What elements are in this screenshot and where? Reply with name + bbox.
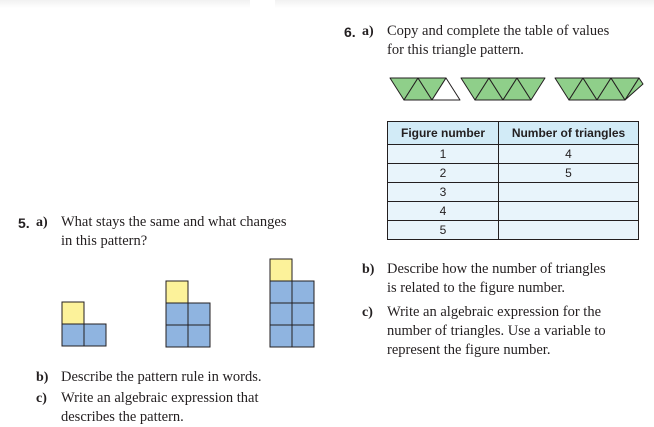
- triangle-figure-1: [390, 78, 460, 100]
- square-pattern: [58, 257, 320, 351]
- q5-b-label: b): [36, 370, 49, 385]
- blue-square: [188, 303, 210, 325]
- blue-square: [84, 324, 106, 346]
- table-row: [388, 202, 639, 221]
- square-figure-3: [270, 259, 314, 347]
- q6-a-text: [387, 22, 652, 60]
- yellow-square: [166, 281, 188, 303]
- table-header-row: [388, 122, 639, 145]
- triangles-cell: 5: [499, 164, 639, 183]
- q6-a-label: a): [362, 24, 374, 39]
- yellow-square: [62, 302, 84, 324]
- blue-square: [166, 325, 188, 347]
- blue-square: [292, 303, 314, 325]
- blue-square: [62, 324, 84, 346]
- figure-number-cell: 4: [388, 202, 499, 221]
- table-row: [388, 183, 639, 202]
- figure-number-cell: 2: [388, 164, 499, 183]
- blue-square: [270, 303, 292, 325]
- blue-square: [292, 281, 314, 303]
- q5-c-label: c): [36, 391, 47, 406]
- q5-c-line1: Write an algebraic expression that: [61, 390, 259, 406]
- q6-c-line3: represent the figure number.: [387, 342, 551, 358]
- q6-c-label: c): [362, 305, 373, 320]
- q6-c-text: [387, 303, 652, 360]
- blue-square: [270, 281, 292, 303]
- q6-c-line1: Write an algebraic expression for the: [387, 304, 602, 320]
- top-strip-right: [275, 0, 654, 8]
- q5-c-line2: describes the pattern.: [61, 409, 184, 425]
- triangle-pattern: [380, 76, 645, 104]
- blue-square: [292, 325, 314, 347]
- triangles-cell: [499, 183, 639, 202]
- q5-a-text: [61, 213, 331, 251]
- triangle-figure-3: [555, 78, 643, 100]
- q6-c-line2: number of triangles. Use a variable to: [387, 323, 606, 339]
- header-number-of-triangles: Number of triangles: [499, 122, 639, 145]
- q5-a-line2: in this pattern?: [61, 233, 148, 249]
- q6-number: 6.: [344, 24, 356, 40]
- q5-c-text: [61, 389, 331, 427]
- q6-b-text: [387, 260, 652, 298]
- square-figure-2: [166, 281, 210, 347]
- figure-number-cell: 1: [388, 145, 499, 164]
- q6-b-line2: is related to the figure number.: [387, 280, 565, 296]
- header-figure-number: Figure number: [388, 122, 499, 145]
- q5-b-text: [61, 368, 331, 387]
- table-row: [388, 145, 639, 164]
- q6-b-line1: Describe how the number of triangles: [387, 261, 606, 277]
- q5-number: 5.: [18, 215, 30, 231]
- q6-b-label: b): [362, 262, 375, 277]
- square-figure-1: [62, 302, 106, 346]
- q5-a-label: a): [36, 215, 48, 230]
- q5-b-line1: Describe the pattern rule in words.: [61, 369, 262, 385]
- figure-number-cell: 5: [388, 221, 499, 240]
- table-row: [388, 221, 639, 240]
- q6-a-line1: Copy and complete the table of values: [387, 23, 610, 39]
- triangles-cell: [499, 221, 639, 240]
- table-of-values: [387, 121, 639, 240]
- blue-square: [188, 325, 210, 347]
- figure-number-cell: 3: [388, 183, 499, 202]
- q6-a-line2: for this triangle pattern.: [387, 42, 524, 58]
- q5-a-line1: What stays the same and what changes: [61, 214, 287, 230]
- triangles-cell: [499, 202, 639, 221]
- blue-square: [270, 325, 292, 347]
- top-strip-left: [0, 0, 250, 8]
- yellow-square: [270, 259, 292, 281]
- triangles-cell: 4: [499, 145, 639, 164]
- blue-square: [166, 303, 188, 325]
- triangle-figure-2: [461, 78, 545, 100]
- table-row: [388, 164, 639, 183]
